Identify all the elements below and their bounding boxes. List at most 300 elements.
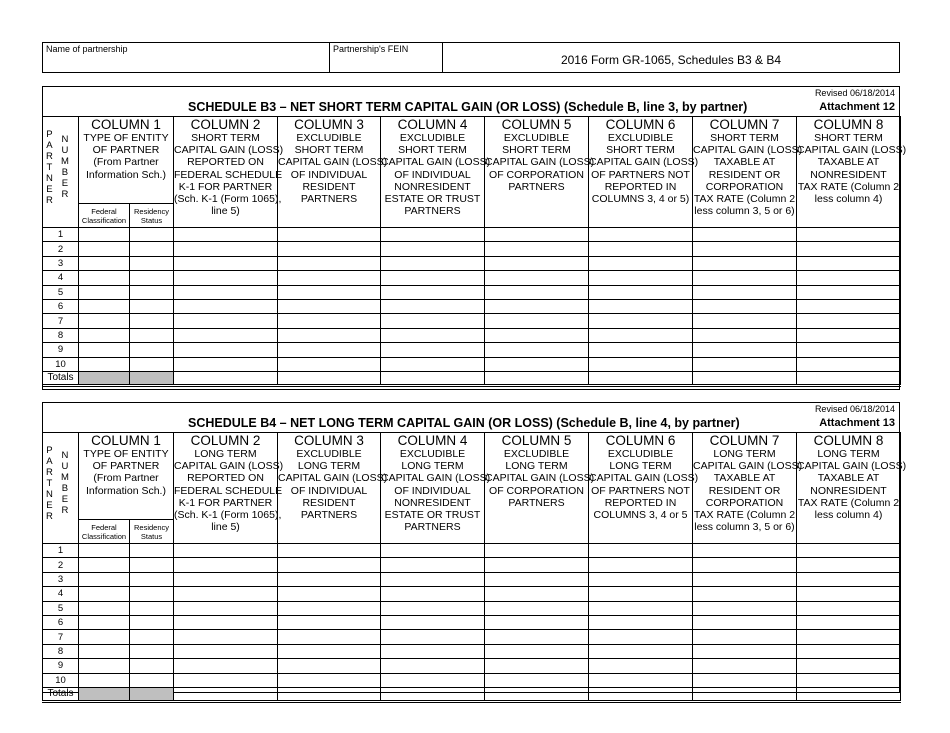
column-1-header bbox=[79, 433, 174, 520]
number-letters: N U M B E R bbox=[61, 134, 69, 200]
totals-label: Totals bbox=[43, 371, 79, 385]
entry-cell[interactable] bbox=[693, 659, 797, 673]
entry-cell[interactable] bbox=[174, 587, 278, 601]
table-row bbox=[43, 228, 901, 242]
entry-cell[interactable] bbox=[485, 601, 589, 615]
entry-cell[interactable] bbox=[130, 314, 174, 328]
entry-cell[interactable] bbox=[381, 630, 485, 644]
entry-cell[interactable] bbox=[174, 285, 278, 299]
column-8-name: COLUMN 8 bbox=[813, 433, 884, 448]
column-3-desc: EXCLUDIBLE SHORT TERM CAPITAL GAIN (LOSS) OF INDIVIDUAL RESIDENT PARTNERS bbox=[278, 132, 388, 206]
entry-cell[interactable] bbox=[130, 544, 174, 558]
entry-cell[interactable] bbox=[130, 343, 174, 357]
entry-cell[interactable] bbox=[797, 228, 901, 242]
table-row bbox=[43, 314, 901, 328]
table-row bbox=[43, 357, 901, 371]
entry-cell[interactable] bbox=[278, 228, 381, 242]
entry-cell[interactable] bbox=[381, 558, 485, 572]
table-row bbox=[43, 299, 901, 313]
shaded-cell bbox=[130, 687, 174, 701]
entry-cell[interactable] bbox=[381, 659, 485, 673]
entry-cell[interactable] bbox=[589, 328, 693, 342]
row-number: 9 bbox=[43, 659, 79, 673]
entry-cell[interactable] bbox=[693, 357, 797, 371]
entry-cell[interactable] bbox=[130, 299, 174, 313]
number-letters: N U M B E R bbox=[61, 450, 69, 516]
entry-cell[interactable] bbox=[797, 357, 901, 371]
row-number: 9 bbox=[43, 343, 79, 357]
shaded-cell bbox=[130, 371, 174, 385]
entry-cell[interactable] bbox=[589, 572, 693, 586]
entry-cell[interactable] bbox=[130, 659, 174, 673]
entry-cell[interactable] bbox=[381, 299, 485, 313]
totals-label: Totals bbox=[43, 687, 79, 701]
entry-cell[interactable] bbox=[485, 228, 589, 242]
total-cell[interactable] bbox=[589, 687, 693, 701]
entry-cell[interactable] bbox=[797, 572, 901, 586]
attachment-label: Attachment 13 bbox=[819, 417, 895, 429]
entry-cell[interactable] bbox=[79, 615, 130, 629]
table-row bbox=[43, 558, 901, 572]
column-7-header bbox=[693, 117, 803, 228]
entry-cell[interactable] bbox=[174, 558, 278, 572]
schedule-table bbox=[42, 116, 907, 387]
partnership-name-label: Name of partnership bbox=[46, 44, 128, 54]
entry-cell[interactable] bbox=[693, 601, 797, 615]
entry-cell[interactable] bbox=[381, 343, 485, 357]
federal-classification-header: Federal Classification bbox=[79, 520, 130, 544]
entry-cell[interactable] bbox=[693, 558, 797, 572]
row-number: 4 bbox=[43, 587, 79, 601]
entry-cell[interactable] bbox=[485, 357, 589, 371]
entry-cell[interactable] bbox=[589, 673, 693, 687]
column-7-desc: LONG TERM CAPITAL GAIN (LOSS) TAXABLE AT RESIDENT OR CORPORATION TAX RATE (Column 2 less column 3, 5 or 6) bbox=[693, 448, 803, 534]
entry-cell[interactable] bbox=[485, 572, 589, 586]
column-6-desc: EXCLUDIBLE LONG TERM CAPITAL GAIN (LOSS) OF PARTNERS NOT REPORTED IN COLUMNS 3, 4 or 5 bbox=[589, 448, 699, 522]
residency-status-header: Residency Status bbox=[130, 204, 174, 228]
entry-cell[interactable] bbox=[174, 299, 278, 313]
column-4-header bbox=[381, 433, 491, 544]
partner-letters: P A R T N E R bbox=[46, 445, 53, 522]
entry-cell[interactable] bbox=[589, 343, 693, 357]
entry-cell[interactable] bbox=[174, 544, 278, 558]
column-6-header bbox=[589, 117, 699, 228]
entry-cell[interactable] bbox=[278, 558, 381, 572]
entry-cell[interactable] bbox=[589, 601, 693, 615]
entry-cell[interactable] bbox=[381, 644, 485, 658]
entry-cell[interactable] bbox=[485, 256, 589, 270]
entry-cell[interactable] bbox=[381, 587, 485, 601]
row-number: 1 bbox=[43, 228, 79, 242]
entry-cell[interactable] bbox=[693, 285, 797, 299]
entry-cell[interactable] bbox=[79, 544, 130, 558]
entry-cell[interactable] bbox=[797, 314, 901, 328]
column-8-header bbox=[797, 433, 907, 544]
entry-cell[interactable] bbox=[278, 572, 381, 586]
row-number: 6 bbox=[43, 615, 79, 629]
table-row bbox=[43, 630, 901, 644]
entry-cell[interactable] bbox=[381, 328, 485, 342]
entry-cell[interactable] bbox=[485, 659, 589, 673]
entry-cell[interactable] bbox=[130, 644, 174, 658]
entry-cell[interactable] bbox=[278, 242, 381, 256]
entry-cell[interactable] bbox=[797, 558, 901, 572]
total-cell[interactable] bbox=[485, 371, 589, 385]
entry-cell[interactable] bbox=[693, 242, 797, 256]
entry-cell[interactable] bbox=[278, 256, 381, 270]
column-2-name: COLUMN 2 bbox=[190, 433, 261, 448]
total-cell[interactable] bbox=[693, 687, 797, 701]
entry-cell[interactable] bbox=[485, 242, 589, 256]
entry-cell[interactable] bbox=[381, 601, 485, 615]
entry-cell[interactable] bbox=[79, 630, 130, 644]
attachment-label: Attachment 12 bbox=[819, 101, 895, 113]
row-number: 7 bbox=[43, 630, 79, 644]
entry-cell[interactable] bbox=[130, 228, 174, 242]
entry-cell[interactable] bbox=[174, 601, 278, 615]
column-3-name: COLUMN 3 bbox=[294, 433, 364, 448]
row-number: 3 bbox=[43, 256, 79, 270]
table-row bbox=[43, 271, 901, 285]
entry-cell[interactable] bbox=[130, 256, 174, 270]
entry-cell[interactable] bbox=[79, 256, 130, 270]
entry-cell[interactable] bbox=[79, 271, 130, 285]
entry-cell[interactable] bbox=[79, 357, 130, 371]
row-number: 4 bbox=[43, 271, 79, 285]
entry-cell[interactable] bbox=[589, 644, 693, 658]
row-number: 2 bbox=[43, 558, 79, 572]
entry-cell[interactable] bbox=[797, 285, 901, 299]
entry-cell[interactable] bbox=[485, 558, 589, 572]
entry-cell[interactable] bbox=[693, 256, 797, 270]
entry-cell[interactable] bbox=[174, 228, 278, 242]
entry-cell[interactable] bbox=[174, 615, 278, 629]
table-row bbox=[43, 285, 901, 299]
entry-cell[interactable] bbox=[130, 271, 174, 285]
entry-cell[interactable] bbox=[797, 601, 901, 615]
entry-cell[interactable] bbox=[693, 630, 797, 644]
total-cell[interactable] bbox=[693, 371, 797, 385]
row-number: 3 bbox=[43, 572, 79, 586]
entry-cell[interactable] bbox=[693, 299, 797, 313]
entry-cell[interactable] bbox=[174, 630, 278, 644]
entry-cell[interactable] bbox=[589, 587, 693, 601]
entry-cell[interactable] bbox=[79, 558, 130, 572]
totals-row bbox=[43, 371, 901, 385]
entry-cell[interactable] bbox=[693, 572, 797, 586]
entry-cell[interactable] bbox=[174, 242, 278, 256]
column-6-header bbox=[589, 433, 699, 544]
entry-cell[interactable] bbox=[693, 314, 797, 328]
partnership-fein-label: Partnership's FEIN bbox=[333, 44, 409, 54]
entry-cell[interactable] bbox=[278, 630, 381, 644]
table-row bbox=[43, 673, 901, 687]
row-number: 5 bbox=[43, 285, 79, 299]
entry-cell[interactable] bbox=[381, 544, 485, 558]
entry-cell[interactable] bbox=[79, 601, 130, 615]
column-4-name: COLUMN 4 bbox=[397, 117, 468, 132]
entry-cell[interactable] bbox=[693, 644, 797, 658]
entry-cell[interactable] bbox=[381, 314, 485, 328]
column-7-desc: SHORT TERM CAPITAL GAIN (LOSS) TAXABLE AT RESIDENT OR CORPORATION TAX RATE (Column 2 less column 3, 5 or 6) bbox=[693, 132, 803, 218]
entry-cell[interactable] bbox=[381, 572, 485, 586]
entry-cell[interactable] bbox=[485, 271, 589, 285]
entry-cell[interactable] bbox=[485, 285, 589, 299]
entry-cell[interactable] bbox=[589, 314, 693, 328]
entry-cell[interactable] bbox=[278, 615, 381, 629]
column-7-header bbox=[693, 433, 803, 544]
entry-cell[interactable] bbox=[174, 256, 278, 270]
residency-status-header: Residency Status bbox=[130, 520, 174, 544]
entry-cell[interactable] bbox=[589, 256, 693, 270]
column-7-name: COLUMN 7 bbox=[709, 433, 780, 448]
column-1-desc: TYPE OF ENTITY OF PARTNER (From Partner Information Sch.) bbox=[83, 448, 169, 497]
column-1-desc: TYPE OF ENTITY OF PARTNER (From Partner Information Sch.) bbox=[83, 132, 169, 181]
federal-classification-header: Federal Classification bbox=[79, 204, 130, 228]
column-5-name: COLUMN 5 bbox=[501, 117, 572, 132]
entry-cell[interactable] bbox=[278, 601, 381, 615]
entry-cell[interactable] bbox=[79, 343, 130, 357]
entry-cell[interactable] bbox=[174, 659, 278, 673]
entry-cell[interactable] bbox=[130, 587, 174, 601]
total-cell[interactable] bbox=[797, 687, 901, 701]
column-1-name: COLUMN 1 bbox=[91, 433, 161, 448]
column-4-desc: EXCLUDIBLE SHORT TERM CAPITAL GAIN (LOSS) OF INDIVIDUAL NONRESIDENT ESTATE OR TRUST PARTNERS bbox=[381, 132, 491, 218]
entry-cell[interactable] bbox=[693, 271, 797, 285]
table-row bbox=[43, 242, 901, 256]
entry-cell[interactable] bbox=[278, 285, 381, 299]
entry-cell[interactable] bbox=[485, 615, 589, 629]
entry-cell[interactable] bbox=[381, 228, 485, 242]
totals-row bbox=[43, 687, 901, 701]
entry-cell[interactable] bbox=[130, 630, 174, 644]
entry-cell[interactable] bbox=[381, 256, 485, 270]
entry-cell[interactable] bbox=[589, 357, 693, 371]
entry-cell[interactable] bbox=[693, 544, 797, 558]
entry-cell[interactable] bbox=[130, 242, 174, 256]
total-cell[interactable] bbox=[278, 371, 381, 385]
entry-cell[interactable] bbox=[797, 644, 901, 658]
entry-cell[interactable] bbox=[589, 285, 693, 299]
column-4-name: COLUMN 4 bbox=[397, 433, 468, 448]
entry-cell[interactable] bbox=[797, 242, 901, 256]
total-cell[interactable] bbox=[589, 371, 693, 385]
table-row bbox=[43, 587, 901, 601]
column-3-name: COLUMN 3 bbox=[294, 117, 364, 132]
schedule-title: SCHEDULE B4 – NET LONG TERM CAPITAL GAIN (OR LOSS) (Schedule B, line 4, by partner) bbox=[188, 416, 740, 430]
entry-cell[interactable] bbox=[485, 587, 589, 601]
entry-cell[interactable] bbox=[589, 228, 693, 242]
entry-cell[interactable] bbox=[381, 242, 485, 256]
table-row bbox=[43, 544, 901, 558]
entry-cell[interactable] bbox=[381, 673, 485, 687]
entry-cell[interactable] bbox=[589, 558, 693, 572]
partnership-name-field[interactable] bbox=[43, 43, 330, 72]
entry-cell[interactable] bbox=[174, 328, 278, 342]
entry-cell[interactable] bbox=[130, 673, 174, 687]
entry-cell[interactable] bbox=[130, 328, 174, 342]
entry-cell[interactable] bbox=[485, 314, 589, 328]
entry-cell[interactable] bbox=[130, 357, 174, 371]
entry-cell[interactable] bbox=[278, 271, 381, 285]
row-number: 10 bbox=[43, 673, 79, 687]
entry-cell[interactable] bbox=[485, 544, 589, 558]
entry-cell[interactable] bbox=[797, 587, 901, 601]
column-2-header bbox=[174, 433, 284, 544]
entry-cell[interactable] bbox=[381, 615, 485, 629]
entry-cell[interactable] bbox=[79, 314, 130, 328]
row-number: 10 bbox=[43, 357, 79, 371]
column-5-desc: EXCLUDIBLE SHORT TERM CAPITAL GAIN (LOSS) OF CORPORATION PARTNERS bbox=[485, 132, 595, 193]
entry-cell[interactable] bbox=[174, 673, 278, 687]
column-3-header bbox=[278, 117, 388, 228]
entry-cell[interactable] bbox=[797, 673, 901, 687]
entry-cell[interactable] bbox=[174, 343, 278, 357]
column-6-desc: EXCLUDIBLE SHORT TERM CAPITAL GAIN (LOSS) OF PARTNERS NOT REPORTED IN COLUMNS 3, 4 or 5) bbox=[589, 132, 699, 206]
entry-cell[interactable] bbox=[174, 314, 278, 328]
entry-cell[interactable] bbox=[797, 271, 901, 285]
entry-cell[interactable] bbox=[485, 343, 589, 357]
entry-cell[interactable] bbox=[797, 615, 901, 629]
partner-letters: P A R T N E R bbox=[46, 129, 53, 206]
entry-cell[interactable] bbox=[797, 630, 901, 644]
column-4-header bbox=[381, 117, 491, 228]
entry-cell[interactable] bbox=[278, 314, 381, 328]
entry-cell[interactable] bbox=[174, 357, 278, 371]
entry-cell[interactable] bbox=[797, 299, 901, 313]
entry-cell[interactable] bbox=[278, 357, 381, 371]
entry-cell[interactable] bbox=[693, 673, 797, 687]
row-number: 1 bbox=[43, 544, 79, 558]
row-number: 7 bbox=[43, 314, 79, 328]
column-3-header bbox=[278, 433, 388, 544]
entry-cell[interactable] bbox=[278, 299, 381, 313]
entry-cell[interactable] bbox=[130, 572, 174, 586]
entry-cell[interactable] bbox=[278, 587, 381, 601]
entry-cell[interactable] bbox=[79, 228, 130, 242]
partnership-fein-field[interactable] bbox=[330, 43, 443, 72]
entry-cell[interactable] bbox=[79, 299, 130, 313]
entry-cell[interactable] bbox=[130, 601, 174, 615]
total-cell[interactable] bbox=[485, 687, 589, 701]
entry-cell[interactable] bbox=[174, 644, 278, 658]
total-cell[interactable] bbox=[797, 371, 901, 385]
column-2-desc: LONG TERM CAPITAL GAIN (LOSS) REPORTED ON FEDERAL SCHEDULE K-1 FOR PARTNER (Sch. K-1 (Form 1065), line 5) bbox=[174, 448, 284, 534]
entry-cell[interactable] bbox=[485, 673, 589, 687]
form-header bbox=[42, 42, 900, 73]
entry-cell[interactable] bbox=[278, 343, 381, 357]
total-cell[interactable] bbox=[174, 687, 278, 701]
entry-cell[interactable] bbox=[278, 673, 381, 687]
entry-cell[interactable] bbox=[79, 659, 130, 673]
column-3-desc: EXCLUDIBLE LONG TERM CAPITAL GAIN (LOSS) OF INDIVIDUAL RESIDENT PARTNERS bbox=[278, 448, 388, 522]
entry-cell[interactable] bbox=[79, 572, 130, 586]
entry-cell[interactable] bbox=[79, 587, 130, 601]
column-4-desc: EXCLUDIBLE LONG TERM CAPITAL GAIN (LOSS) OF INDIVIDUAL NONRESIDENT ESTATE OR TRUST PARTNERS bbox=[381, 448, 491, 534]
schedule-table bbox=[42, 432, 907, 703]
entry-cell[interactable] bbox=[485, 328, 589, 342]
column-5-desc: EXCLUDIBLE LONG TERM CAPITAL GAIN (LOSS) OF CORPORATION PARTNERS bbox=[485, 448, 595, 509]
form-title: 2016 Form GR-1065, Schedules B3 & B4 bbox=[560, 52, 782, 67]
column-6-name: COLUMN 6 bbox=[605, 117, 676, 132]
entry-cell[interactable] bbox=[278, 659, 381, 673]
entry-cell[interactable] bbox=[693, 615, 797, 629]
schedule-title: SCHEDULE B3 – NET SHORT TERM CAPITAL GAIN (OR LOSS) (Schedule B, line 3, by partner) bbox=[188, 100, 748, 114]
schedule-b3 bbox=[42, 86, 907, 390]
shaded-cell bbox=[79, 371, 130, 385]
entry-cell[interactable] bbox=[278, 544, 381, 558]
total-cell[interactable] bbox=[381, 687, 485, 701]
table-row bbox=[43, 256, 901, 270]
column-5-header bbox=[485, 433, 595, 544]
entry-cell[interactable] bbox=[381, 271, 485, 285]
entry-cell[interactable] bbox=[79, 644, 130, 658]
column-7-name: COLUMN 7 bbox=[709, 117, 780, 132]
entry-cell[interactable] bbox=[130, 558, 174, 572]
revised-date: Revised 06/18/2014 bbox=[814, 404, 895, 414]
entry-cell[interactable] bbox=[130, 285, 174, 299]
total-cell[interactable] bbox=[174, 371, 278, 385]
column-5-header bbox=[485, 117, 595, 228]
entry-cell[interactable] bbox=[589, 659, 693, 673]
column-8-desc: SHORT TERM CAPITAL GAIN (LOSS) TAXABLE AT NONRESIDENT TAX RATE (Column 2 less column 4) bbox=[797, 132, 907, 206]
entry-cell[interactable] bbox=[693, 343, 797, 357]
column-8-header bbox=[797, 117, 907, 228]
entry-cell[interactable] bbox=[381, 357, 485, 371]
table-row bbox=[43, 601, 901, 615]
schedule-b4 bbox=[42, 402, 907, 700]
entry-cell[interactable] bbox=[589, 630, 693, 644]
entry-cell[interactable] bbox=[797, 256, 901, 270]
entry-cell[interactable] bbox=[797, 544, 901, 558]
entry-cell[interactable] bbox=[381, 285, 485, 299]
row-number: 2 bbox=[43, 242, 79, 256]
table-row bbox=[43, 615, 901, 629]
entry-cell[interactable] bbox=[278, 644, 381, 658]
entry-cell[interactable] bbox=[589, 271, 693, 285]
entry-cell[interactable] bbox=[693, 328, 797, 342]
entry-cell[interactable] bbox=[797, 343, 901, 357]
entry-cell[interactable] bbox=[485, 630, 589, 644]
column-2-header bbox=[174, 117, 284, 228]
entry-cell[interactable] bbox=[79, 673, 130, 687]
entry-cell[interactable] bbox=[174, 572, 278, 586]
total-cell[interactable] bbox=[278, 687, 381, 701]
entry-cell[interactable] bbox=[589, 242, 693, 256]
entry-cell[interactable] bbox=[485, 644, 589, 658]
row-number: 8 bbox=[43, 644, 79, 658]
entry-cell[interactable] bbox=[278, 328, 381, 342]
entry-cell[interactable] bbox=[174, 271, 278, 285]
entry-cell[interactable] bbox=[589, 544, 693, 558]
entry-cell[interactable] bbox=[693, 587, 797, 601]
partner-number-header bbox=[43, 117, 79, 228]
entry-cell[interactable] bbox=[130, 615, 174, 629]
entry-cell[interactable] bbox=[797, 659, 901, 673]
entry-cell[interactable] bbox=[589, 615, 693, 629]
entry-cell[interactable] bbox=[693, 228, 797, 242]
entry-cell[interactable] bbox=[79, 285, 130, 299]
total-cell[interactable] bbox=[381, 371, 485, 385]
revised-date: Revised 06/18/2014 bbox=[814, 88, 895, 98]
entry-cell[interactable] bbox=[79, 328, 130, 342]
column-2-desc: SHORT TERM CAPITAL GAIN (LOSS) REPORTED ON FEDERAL SCHEDULE K-1 FOR PARTNER (Sch. K-1 (Form 1065), line 5) bbox=[174, 132, 284, 218]
entry-cell[interactable] bbox=[589, 299, 693, 313]
entry-cell[interactable] bbox=[797, 328, 901, 342]
entry-cell[interactable] bbox=[79, 242, 130, 256]
table-row bbox=[43, 328, 901, 342]
entry-cell[interactable] bbox=[485, 299, 589, 313]
